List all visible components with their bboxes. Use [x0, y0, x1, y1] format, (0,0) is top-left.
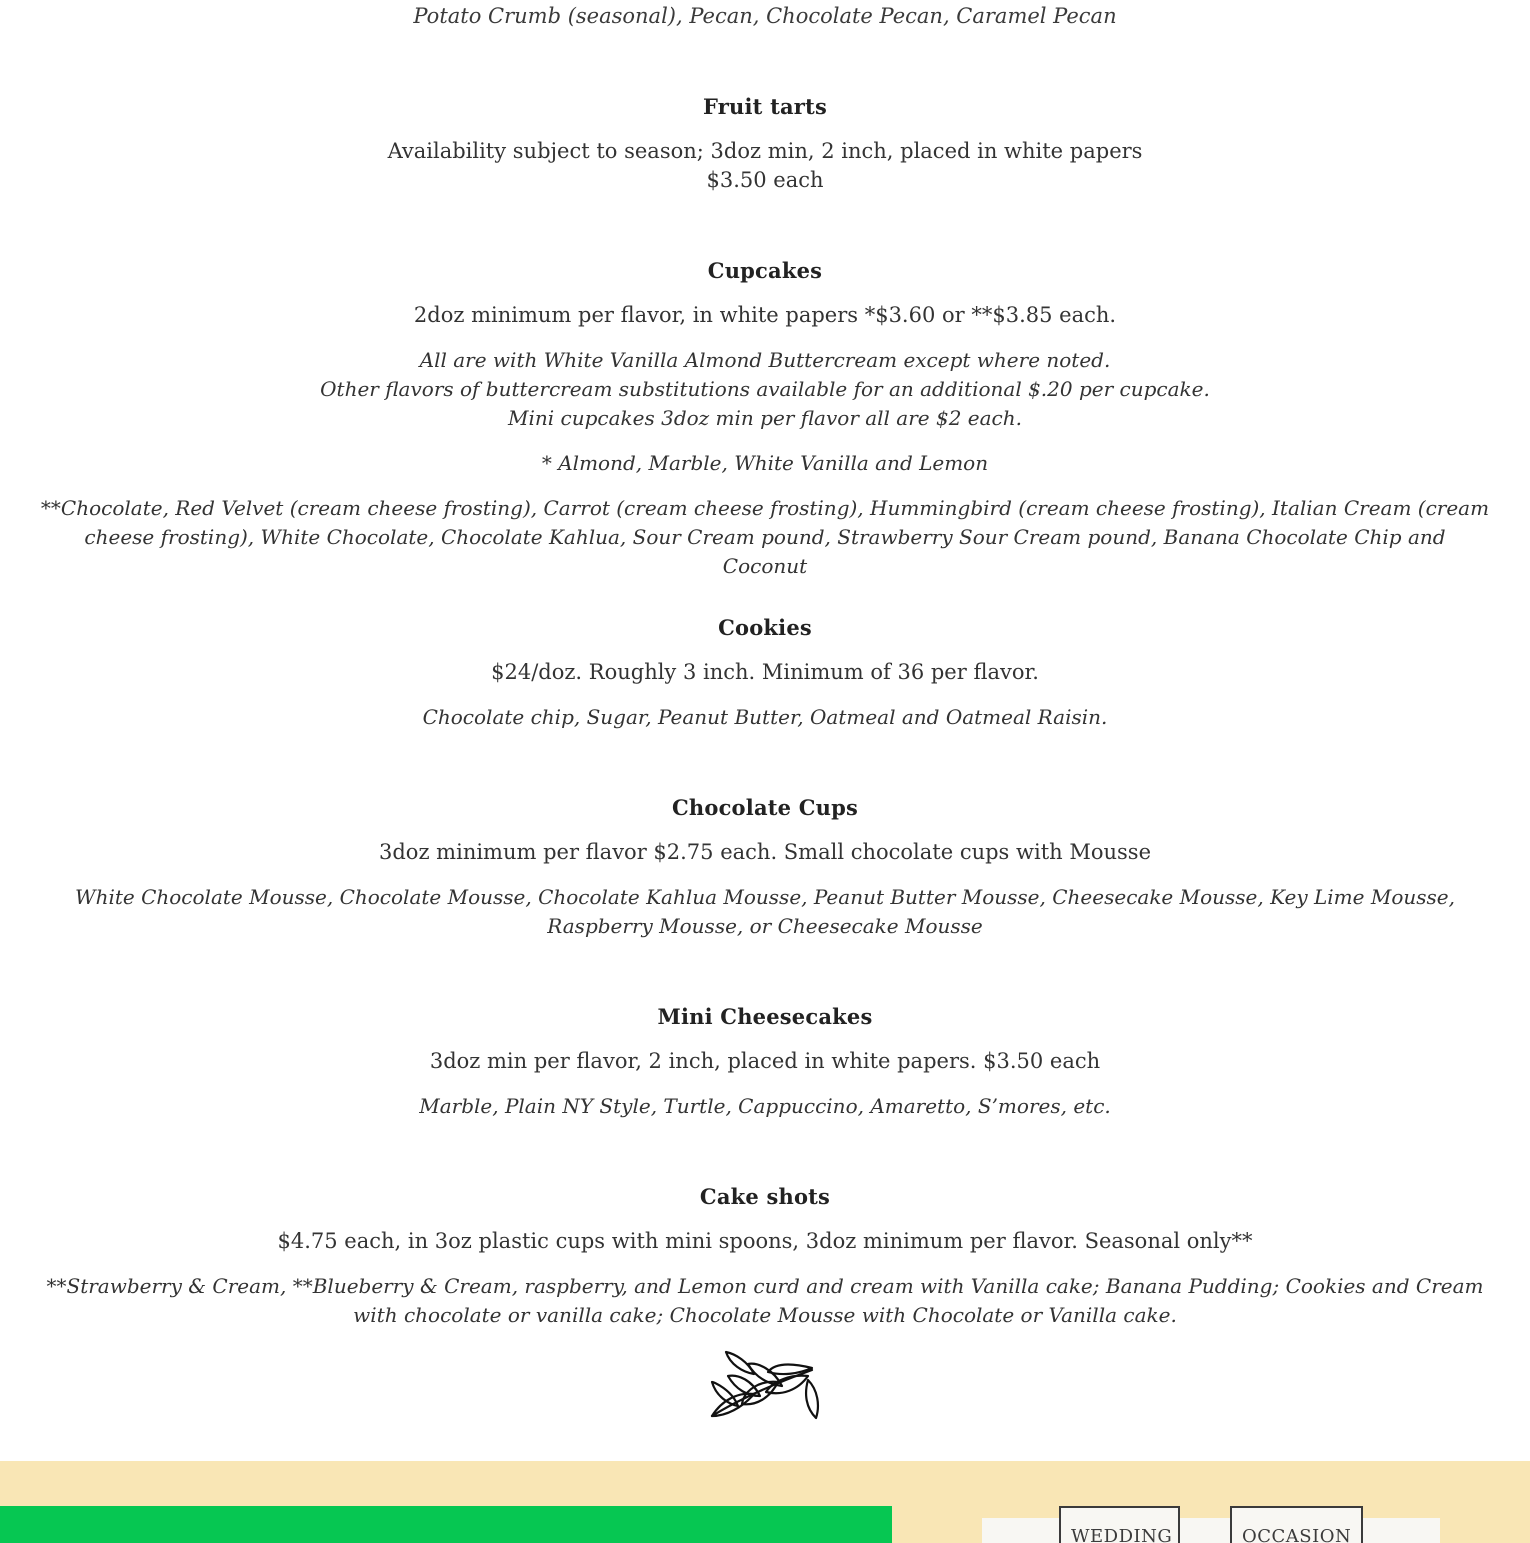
cookies-pricing: $24/doz. Roughly 3 inch. Minimum of 36 per flavor. [491, 660, 1039, 684]
section-title-mini-cheesecakes: Mini Cheesecakes [657, 1004, 873, 1029]
leaf-sprig-icon [708, 1350, 824, 1422]
cupcakes-note-buttercream: All are with White Vanilla Almond Buttercream except where noted. [419, 348, 1111, 372]
previous-section-flavors-fragment: Potato Crumb (seasonal), Pecan, Chocolate Pecan, Caramel Pecan [413, 4, 1117, 28]
mini-cheesecakes-pricing: 3doz min per flavor, 2 inch, placed in white papers. $3.50 each [429, 1049, 1101, 1073]
section-title-cake-shots: Cake shots [699, 1184, 831, 1209]
cupcakes-pricing: 2doz minimum per flavor, in white papers *$3.60 or **$3.85 each. [413, 303, 1117, 327]
mini-cheesecakes-flavors: Marble, Plain NY Style, Turtle, Cappuccino, Amaretto, S’mores, etc. [419, 1094, 1111, 1118]
chocolate-cups-pricing: 3doz minimum per flavor $2.75 each. Small chocolate cups with Mousse [379, 840, 1151, 864]
footer-green-bar [0, 1506, 892, 1543]
cupcakes-note-substitutions: Other flavors of buttercream substitutions available for an additional $.20 per cupcake. [320, 377, 1210, 401]
fruit-tarts-price: $3.50 each [706, 168, 824, 192]
section-title-cupcakes: Cupcakes [707, 258, 823, 283]
section-title-chocolate-cups: Chocolate Cups [671, 795, 859, 820]
cupcakes-flavors-single-star: * Almond, Marble, White Vanilla and Lemon [541, 451, 989, 475]
cookies-flavors: Chocolate chip, Sugar, Peanut Butter, Oatmeal and Oatmeal Raisin. [422, 705, 1108, 729]
footer-banner [0, 1461, 1530, 1543]
footer-button-panel [982, 1518, 1440, 1543]
chocolate-cups-flavors: White Chocolate Mousse, Chocolate Mousse, Chocolate Kahlua Mousse, Peanut Butter Mousse, Cheesecake Mousse, Key Lime Mousse, Raspberry Mousse, or Cheesecake Mousse [75, 885, 1455, 938]
fruit-tarts-availability: Availability subject to season; 3doz min, 2 inch, placed in white papers [387, 139, 1143, 163]
cake-shots-pricing: $4.75 each, in 3oz plastic cups with mini spoons, 3doz minimum per flavor. Seasonal only** [277, 1229, 1253, 1253]
section-title-cookies: Cookies [718, 615, 812, 640]
occasion-button[interactable]: OCCASION [1230, 1506, 1363, 1543]
cupcakes-flavors-double-star: **Chocolate, Red Velvet (cream cheese frosting), Carrot (cream cheese frosting), Hummingbird (cream cheese frosting), Italian Cream (cream cheese frosting), White Chocolate, Chocolate Kahlua, Sour Cream pound, Strawberry Sour Cream pound, Banana Chocolate Chip and Coconut [40, 496, 1490, 578]
section-title-fruit-tarts: Fruit tarts [703, 94, 827, 119]
wedding-button[interactable]: WEDDING [1059, 1506, 1180, 1543]
cake-shots-flavors: **Strawberry & Cream, **Blueberry & Cream, raspberry, and Lemon curd and cream with Vanilla cake; Banana Pudding; Cookies and Cream with chocolate or vanilla cake; Chocolate Mousse with Chocolate or Vanilla cake. [46, 1274, 1484, 1327]
cupcakes-note-mini: Mini cupcakes 3doz min per flavor all are $2 each. [508, 406, 1022, 430]
